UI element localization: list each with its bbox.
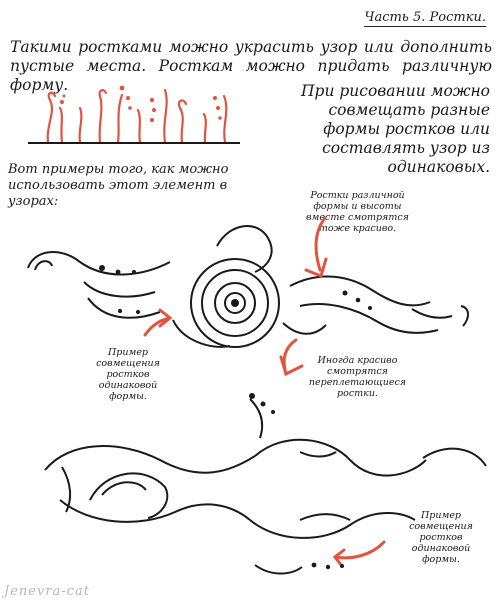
ornament-bottom-dots (249, 393, 344, 569)
side-text: При рисовании можно совмещать разные формы ростков или составлять узор из одинаковых. (301, 82, 490, 176)
intro-text: Такими ростками можно украсить узор или дополнить пустые места. Росткам можно придать различную форму. (10, 38, 492, 94)
note-bottom-right: Пример совмещения ростков одинаковой формы. (409, 510, 473, 565)
examples-text: Вот примеры того, как можно использовать этот элемент в узорах: (8, 162, 229, 209)
note-left: Пример совмещения ростков одинаковой формы. (96, 347, 160, 402)
note-middle-right: Иногда красиво смотрятся переплетающиеся ростки. (308, 355, 407, 399)
note-top-right: Ростки различной формы и высоты вместе смотрятся тоже красиво. (306, 190, 409, 234)
sprouts-demo (48, 90, 227, 142)
artist-signature: Jenevra-cat (4, 584, 90, 599)
ornament-top (28, 226, 468, 347)
sprout-dots (60, 86, 222, 123)
ornament-bottom (45, 399, 486, 574)
page-heading: Часть 5. Ростки. (364, 10, 486, 25)
